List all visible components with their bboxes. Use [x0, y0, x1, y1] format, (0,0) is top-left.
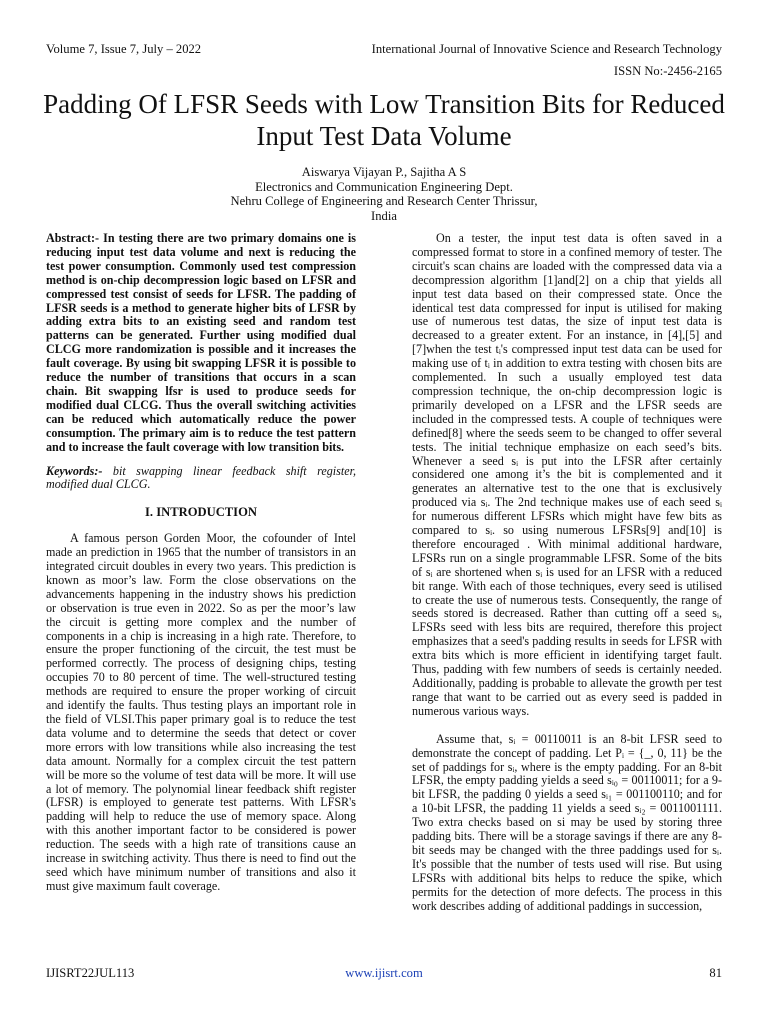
- page-number: 81: [709, 966, 722, 980]
- intro-paragraph-1: A famous person Gorden Moor, the cofounder of Intel made an prediction in 1965 that the number of transistors in an integrated circuit doubles in every two years. This prediction is known as moor’s law. Form the close observations on the advancements happening in the industry shows his prediction or observation is true even in 2022. So as per the moor’s law the circuit is getting more complex and the number of components in a chip is increasing in a high rate. Therefore, to ensure the proper functioning of the circuit, the test must be performed correctly. The process of designing chips, testing occupies 70 to 80 percent of time. The well-structured testing methods are required to ensure the proper working of circuit and identify the faults. Thus testing plays an important role in the field of VLSI.This paper primary goal is to reduce the test data volume and to determine the seeds that detect or cover more errors with low transitions while also increasing the test data amount. Normally for a complex circuit the test pattern will be more so the volume of test data will be more. It will use a lot of memory. The polynomial linear feedback shift register (LFSR) is employed to generate test patterns. With LFSR's padding will help to reduce the use of memory space. Along with this another important factor to be considered is power reduction. The seeds with a high rate of transitions cause an increase in switching activity. Thus there is need to find out the seed which have minimum number of transitions and also it must give maximum fault coverage.: [46, 531, 356, 893]
- journal-volume: Volume 7, Issue 7, July – 2022: [46, 42, 202, 56]
- department: Electronics and Communication Engineering Dept.: [255, 179, 513, 194]
- abstract-label: Abstract:-: [46, 231, 100, 245]
- country: India: [371, 208, 397, 223]
- intro-paragraph-3: Assume that, sᵢ = 00110011 is an 8-bit LFSR seed to demonstrate the concept of padding. Let Pᵢ = {_, 0, 11} be the set of paddings for sᵢ, where is the empty padding. For an 8-bit LFSR, the empty padding yields a seed sᵢ₀ = 00110011; for a 9-bit LFSR, the padding 0 yields a seed sᵢ₁ = 001100110; and for a 10-bit LFSR, the padding 11 yields a seed sᵢ₂ = 0011001111. Two extra checks based on si may be used by storing three padding bits. There will be a storage savings if there are any 8-bit seeds may be changed with the three paddings used for sᵢ. It's possible that the number of tests used will rise. But using LFSRs with additional bits helps to reduce the spike, which permits for the detection of more defects. The process in this work describes adding of additional paddings in succession,: [412, 731, 722, 913]
- right-column: [412, 232, 722, 914]
- keywords-text: bit swapping linear feedback shift register, modified dual CLCG.: [46, 463, 356, 492]
- keywords-label: Keywords:-: [46, 463, 103, 478]
- abstract: [46, 232, 356, 455]
- authors: Aiswarya Vijayan P., Sajitha A S: [301, 165, 467, 179]
- left-column: [46, 232, 356, 894]
- paper-code: IJISRT22JUL113: [46, 966, 135, 980]
- issn: ISSN No:-2456-2165: [613, 64, 722, 78]
- paper-title: Padding Of LFSR Seeds with Low Transition Bits for Reduced Input Test Data Volume: [43, 89, 725, 151]
- author-block: [40, 165, 728, 223]
- institution: Nehru College of Engineering and Research Center Thrissur,: [230, 194, 538, 208]
- journal-name: International Journal of Innovative Science and Research Technology: [371, 42, 722, 56]
- section-heading-introduction: I. INTRODUCTION: [145, 505, 257, 520]
- intro-paragraph-2: On a tester, the input test data is often saved in a compressed format to store in a confined memory of tester. The circuit's scan chains are loaded with the compressed data via a decompression algorithm [1]and[2] on a chip that yields all input test data based on their compressed state. Once the identical test data compressed for input is utilised for making use of numerous test datas, the size of input test data is decreased to a greater extent. For an instance, in [4],[5] and [7]when the test tᵢ's compressed input test data can be used for making use of tᵢ in addition to extra testing with chosen bits are complemented. In such a usually employed test data compression technique, the on-chip decompression logic is primarily developed on a LFSR and the LFSR seeds are included in the compressed tests. A couple of techniques were defined[8] where the seeds seem to be changed to offer several tests. The initial technique emphasize on each seed’s bits. Whenever a seed sᵢ is put into the LFSR after certainly considered one among it’s the bit is complemented and it generates an alternative test to the one that is exclusively produced via sᵢ. The 2nd technique makes use of each seed sᵢ for numerous different LFSRs which might have few bits as compared to sᵢ. so using numerous LFSRs[9] and[10] is therefore encouraged . With minimal additional hardware, LFSRs run on a single programmable LFSR. Some of the bits of sᵢ are shortened when sᵢ is used for an LFSR with a reduced bit range. With each of those techniques, every seed is utilised to create the use of numerous tests. Consequently, the range of seeds stored is decreased. Rather than cutting off a seed sᵢ, LFSRs seed with less bits are required, therefore this project emphasizes that a seed's padding results in seeds for LFSR with extra bits which is more efficient in identifying target fault. Thus, padding with few numbers of seeds is certainly needed. Additionally, padding is probable to allevate the growth per test range that want to be carried out as every seed is padded in numerous various ways.: [412, 231, 722, 718]
- abstract-text: In testing there are two primary domains one is reducing input test data volume and next is reducing the test power consumption. Commonly used test compression method is on-chip decompression logic based on LFSR and compressed test consist of seeds for LFSR. The padding of LFSR seeds is a method to generate higher bits of LFSR by adding extra bits to an existing seed and random test patterns can be generated. Further using modified dual CLCG more randomization is possible and it increases the fault coverage. By using bit swapping LFSR it is possible to reduce the number of transitions that occurs in a scan chain. Bit swapping lfsr is used to produce seeds for modified dual CLCG. Thus the overall switching activities can be reduced which automatically reduce the power consumption. The primary aim is to reduce the test pattern and to increase the fault coverage with low transition bits.: [46, 231, 356, 454]
- journal-website-link[interactable]: www.ijisrt.com: [345, 966, 423, 980]
- keywords: [46, 465, 356, 493]
